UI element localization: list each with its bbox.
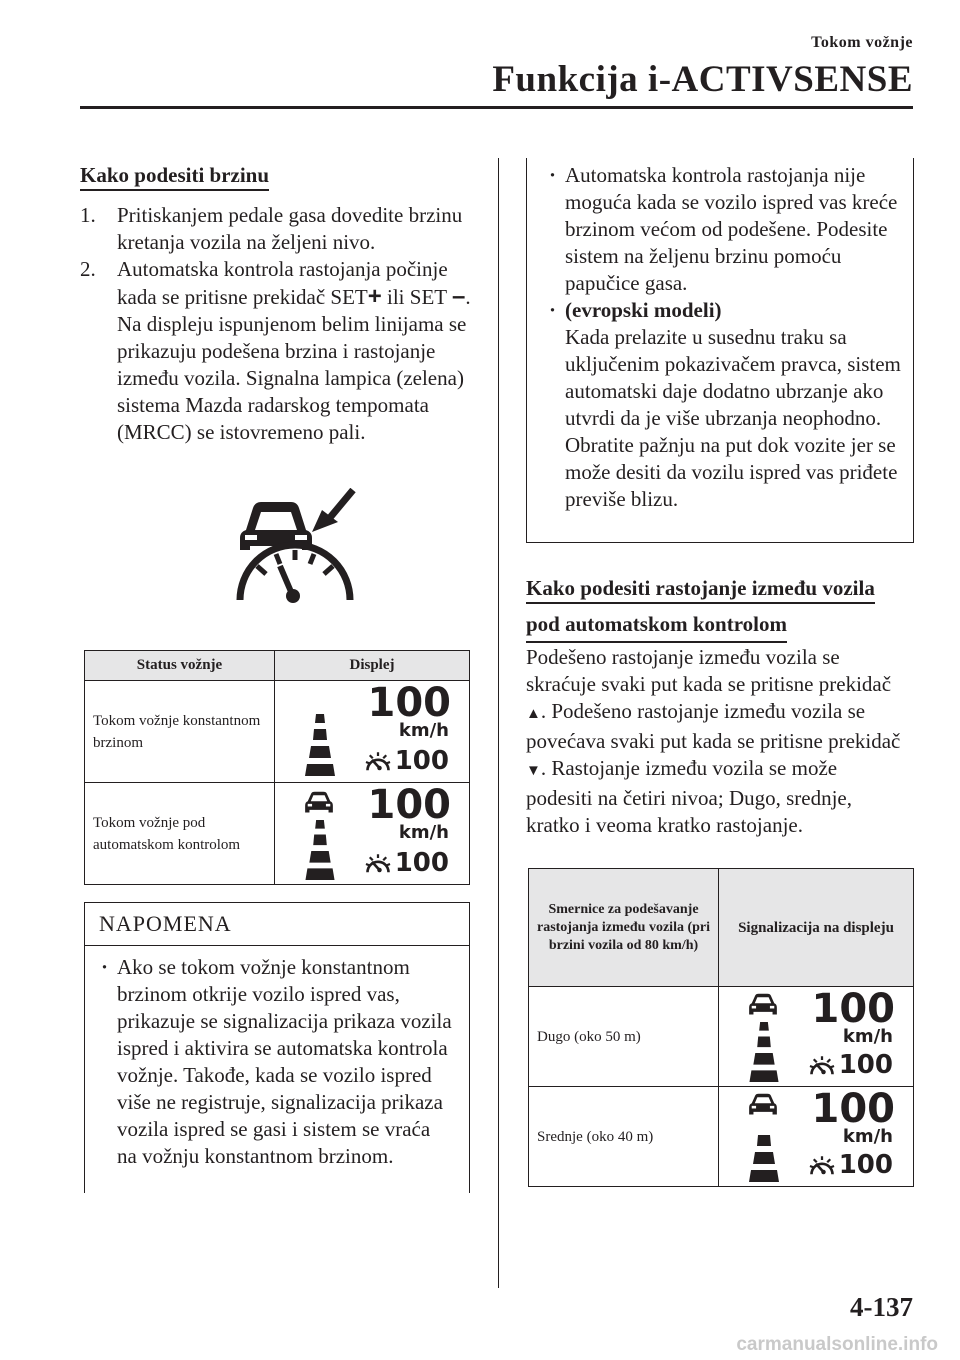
set-plus-symbol: + (367, 283, 382, 310)
display-cell (275, 681, 470, 783)
gauge-mini-icon (363, 852, 393, 876)
page-title: Funkcija i-ACTIVSENSE (492, 59, 913, 100)
mrcc-indicator-icon (228, 488, 358, 608)
set-speed-readout: 100 (394, 745, 449, 776)
display-cell (719, 1087, 914, 1187)
speed-unit: km/h (842, 1025, 893, 1047)
vehicle-ahead-icon (745, 992, 781, 1018)
row-label: Srednje (oko 40 m) (529, 1087, 719, 1187)
steps-list (80, 202, 475, 446)
status-display-table (84, 650, 470, 885)
note-box (84, 902, 470, 1193)
speed-unit: km/h (398, 821, 449, 843)
row-label: Tokom vožnje pod automatskom kontrolom (85, 783, 275, 885)
down-switch-symbol: ▼ (526, 763, 541, 779)
distance-table (528, 868, 914, 1187)
row-label: Tokom vožnje konstantnom brzinom (85, 681, 275, 783)
distance-bars-icon (745, 1132, 783, 1182)
distance-bars-icon (301, 712, 339, 776)
table-row (529, 987, 914, 1087)
distance-bars-icon (745, 1020, 783, 1082)
header-rule (80, 106, 913, 109)
column-divider (498, 158, 499, 1288)
note-bullet-eu-title: · (evropski modeli) (547, 297, 901, 324)
speed-readout: 100 (811, 1085, 895, 1132)
note-title: NAPOMENA (85, 903, 469, 946)
speed-readout: 100 (367, 679, 451, 726)
table-header-distance: Smernice za podešavanje rastojanja između vozila (pri brzini vozila od 80 km/h) (529, 869, 719, 987)
set-speed-readout: 100 (838, 1149, 893, 1180)
table-header-display: Displej (275, 651, 470, 681)
table-row (85, 783, 470, 885)
step-2: 2. Automatska kontrola rastojanja počinje kada se pritisne prekidač SET+ ili SET –. Na displeju ispunjenom belim linijama se prikazuju podešena brzina i rastojanje između vozila. Signalna lampica (zelena) sistema Mazda radarskog tempomata (MRCC) se istovremeno pali. (80, 257, 471, 444)
table-row (85, 681, 470, 783)
section-heading-speed: Kako podesiti brzinu (80, 160, 269, 190)
distance-bars-icon (301, 818, 339, 880)
header-section-label: Tokom vožnje (811, 34, 913, 51)
speed-readout: 100 (811, 985, 895, 1032)
speed-unit: km/h (842, 1125, 893, 1147)
note-eu-text: Kada prelazite u susednu traku sa uključenim pokazivačem pravca, sistem automatski daje dodatno ubrzanje ako utvrdi da je više ubrzanja neophodno. Obratite pažnju na put dok vozite jer se može desiti da vozilu ispred vas priđete previše blizu. (565, 325, 901, 511)
page-number: 4-137 (850, 1292, 913, 1322)
note-bullet-speed: · Automatska kontrola rastojanja nije moguća kada se vozilo ispred vas kreće brzinom većom od podešene. Podesite sistem na željenu brzinu pomoću papučice gasa. (547, 162, 901, 297)
vehicle-ahead-icon (745, 1092, 781, 1118)
note-bullet: · Ako se tokom vožnje konstantnom brzinom otkrije vozilo ispred vas, prikazuje se signalizacija prikaza vozila ispred i aktivira se automatska kontrola vožnje. Takođe, kada se vozilo ispred više ne registruje, signalizacija prikaza vozila ispred se gasi i sistem se vraća na vožnju konstantnom brzinom. (99, 954, 455, 1170)
speed-readout: 100 (367, 781, 451, 828)
display-cell (275, 783, 470, 885)
step-1: 1. Pritiskanjem pedale gasa dovedite brzinu kretanja vozila na željeni nivo. (80, 203, 463, 254)
gauge-mini-icon (807, 1154, 837, 1178)
set-minus-symbol: – (451, 283, 466, 310)
up-switch-symbol: ▲ (526, 706, 541, 722)
display-cell (719, 987, 914, 1087)
table-header-signal: Signalizacija na displeju (719, 869, 914, 987)
vehicle-ahead-icon (301, 790, 337, 816)
table-row (529, 1087, 914, 1187)
gauge-mini-icon (363, 750, 393, 774)
set-speed-readout: 100 (394, 847, 449, 878)
gauge-mini-icon (807, 1054, 837, 1078)
right-note-box (526, 158, 914, 543)
speed-unit: km/h (398, 719, 449, 741)
distance-paragraph: Podešeno rastojanje između vozila se skraćuje svaki put kada se pritisne prekidač ▲. Podešeno rastojanje između vozila se povećava svaki put kada se pritisne prekidač ▼. Rastojanje između vozila se može podesiti na četiri nivoa; Dugo, srednje, kratko i veoma kratko rastojanje. (526, 645, 901, 837)
row-label: Dugo (oko 50 m) (529, 987, 719, 1087)
table-header-status: Status vožnje (85, 651, 275, 681)
section-heading-distance: Kako podesiti rastojanje između vozila pod automatskom kontrolom (526, 573, 916, 643)
footer-watermark-link[interactable]: carmanualsonline.info (736, 1334, 938, 1355)
set-speed-readout: 100 (838, 1049, 893, 1080)
